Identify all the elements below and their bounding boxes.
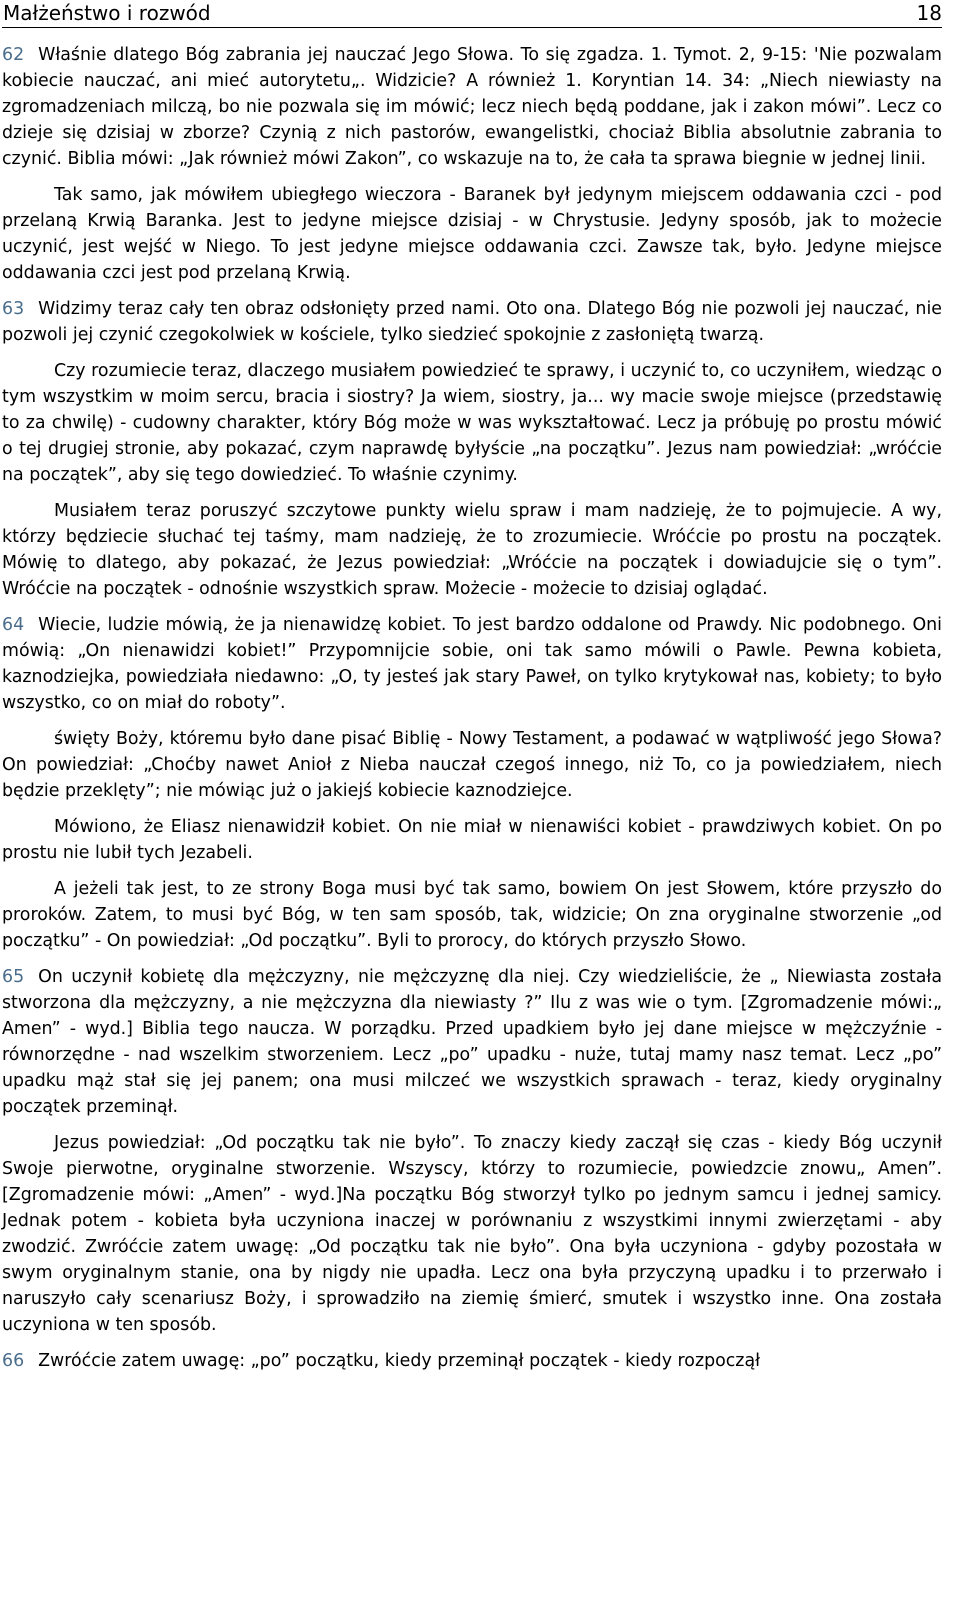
paragraph	[2, 498, 942, 602]
paragraph-text: Właśnie dlatego Bóg zabrania jej nauczać Jego Słowa. To się zgadza. 1. Tymot. 2, 9-15: 'Nie pozwalam kobiecie nauczać, ani mieć autorytetu„. Widzicie? A również 1. Koryntian 14. 34: „Niech niewiasty na zgromadzeniach milczą, bo nie pozwala się im mówić; lecz niech będą poddane, jak i zakon mówi”. Lecz co dzieje się dzisiaj w zborze? Czynią z nich pastorów, ewangelistki, chociaż Biblia absolutnie zabrania to czynić. Biblia mówi: „Jak również mówi Zakon”, co wskazuje na to, że cała ta sprawa biegnie w jednej linii.	[2, 45, 942, 169]
paragraph-text: Tak samo, jak mówiłem ubiegłego wieczora - Baranek był jedynym miejscem oddawania czci - pod przelaną Krwią Baranka. Jest to jedyne miejsce dzisiaj - w Chrystusie. Jedyny sposób, jak to możecie uczynić, jest wejść w Niego. To jest jedyne miejsce oddawania czci. Zawsze tak, było. Jedyne miejsce oddawania czci jest pod przelaną Krwią.	[2, 185, 942, 283]
page-header	[2, 0, 942, 28]
paragraph	[2, 964, 942, 1120]
paragraph-text: Widzimy teraz cały ten obraz odsłonięty przed nami. Oto ona. Dlatego Bóg nie pozwoli jej nauczać, nie pozwoli jej czynić czegokolwiek w kościele, tylko siedzieć spokojnie z zasłoniętą twarzą.	[2, 299, 942, 345]
paragraph-number: 65	[2, 967, 25, 987]
paragraph	[2, 296, 942, 348]
paragraph-number: 63	[2, 299, 25, 319]
paragraph	[2, 814, 942, 866]
paragraph-text: Zwróćcie zatem uwagę: „po” początku, kiedy przeminął początek - kiedy rozpoczął	[38, 1351, 761, 1371]
paragraph	[2, 182, 942, 286]
paragraph	[2, 1348, 942, 1374]
paragraph-text: święty Boży, któremu było dane pisać Biblię - Nowy Testament, a podawać w wątpliwość jego Słowa? On powiedział: „Choćby nawet Anioł z Nieba nauczał czegoś innego, niż To, co ja powiedziałem, niech będzie przeklęty”; nie mówiąc już o jakiejś kobiecie kaznodziejce.	[2, 729, 942, 801]
paragraph	[2, 612, 942, 716]
paragraph-number: 64	[2, 615, 25, 635]
paragraph-text: Wiecie, ludzie mówią, że ja nienawidzę kobiet. To jest bardzo oddalone od Prawdy. Nic podobnego. Oni mówią: „On nienawidzi kobiet!” Przypomnijcie sobie, oni tak samo mówili o Pawle. Pewna kobieta, kaznodziejka, powiedziała niedawno: „O, ty jesteś jak stary Paweł, on tylko krytykował nas, kobiety; to było wszystko, co on miał do roboty”.	[2, 615, 942, 713]
body-text	[2, 42, 942, 1374]
paragraph-text: Mówiono, że Eliasz nienawidził kobiet. On nie miał w nienawiści kobiet - prawdziwych kobiet. On po prostu nie lubił tych Jezabeli.	[2, 817, 942, 863]
paragraph	[2, 726, 942, 804]
paragraph-number: 66	[2, 1351, 25, 1371]
paragraph	[2, 42, 942, 172]
paragraph	[2, 1130, 942, 1338]
document-title: Małżeństwo i rozwód	[3, 1, 211, 25]
paragraph-number: 62	[2, 45, 25, 65]
page-number: 18	[916, 1, 942, 25]
paragraph	[2, 876, 942, 954]
paragraph-text: Jezus powiedział: „Od początku tak nie było”. To znaczy kiedy zaczął się czas - kiedy Bóg uczynił Swoje pierwotne, oryginalne stworzenie. Wszyscy, którzy to rozumiecie, powiedzcie znowu„ Amen”. [Zgromadzenie mówi: „Amen” - wyd.]Na początku Bóg stworzył tylko po jednym samcu i jednej samicy. Jednak potem - kobieta była uczyniona inaczej w porównaniu z wszystkimi innymi zwierzętami - aby zwodzić. Zwróćcie zatem uwagę: „Od początku tak nie było”. Ona była uczyniona - gdyby pozostała w swym oryginalnym stanie, ona by nigdy nie upadła. Lecz ona była przyczyną upadku i to przerwało i naruszyło cały scenariusz Boży, i sprowadziło na ziemię śmierć, smutek i wszystko inne. Ona została uczyniona w ten sposób.	[2, 1133, 942, 1335]
paragraph-text: Musiałem teraz poruszyć szczytowe punkty wielu spraw i mam nadzieję, że to pojmujecie. A wy, którzy będziecie słuchać tej taśmy, mam nadzieję, że to zrozumiecie. Wróćcie po prostu na początek. Mówię to dlatego, aby pokazać, że Jezus powiedział: „Wróćcie na początek i dowiadujcie się o tym”. Wróćcie na początek - odnośnie wszystkich spraw. Możecie - możecie to dzisiaj oglądać.	[2, 501, 942, 599]
paragraph-text: On uczynił kobietę dla mężczyzny, nie mężczyznę dla niej. Czy wiedzieliście, że „ Niewiasta została stworzona dla mężczyzny, a nie mężczyzna dla niewiasty ?” Ilu z was wie o tym. [Zgromadzenie mówi:„ Amen” - wyd.] Biblia tego naucza. W porządku. Przed upadkiem było jej dane miejsce w mężczyźnie - równorzędne - nad wszelkim stworzeniem. Lecz „po” upadku - nuże, tutaj mamy nasz temat. Lecz „po” upadku mąż stał się jej panem; ona musi milczeć we wszystkich sprawach - teraz, kiedy oryginalny początek przeminął.	[2, 967, 942, 1117]
paragraph-text: A jeżeli tak jest, to ze strony Boga musi być tak samo, bowiem On jest Słowem, które przyszło do proroków. Zatem, to musi być Bóg, w ten sam sposób, tak, widzicie; On zna oryginalne stworzenie „od początku” - On powiedział: „Od początku”. Byli to prorocy, do których przyszło Słowo.	[2, 879, 942, 951]
paragraph-text: Czy rozumiecie teraz, dlaczego musiałem powiedzieć te sprawy, i uczynić to, co uczyniłem, wiedząc o tym wszystkim w moim sercu, bracia i siostry? Ja wiem, siostry, ja... wy macie swoje miejsce (przedstawię to za chwilę) - cudowny charakter, który Bóg może w was wykształtować. Lecz ja próbuję po prostu mówić o tej drugiej stronie, aby pokazać, czym naprawdę byłyście „na początku”. Jezus nam powiedział: „wróćcie na początek”, aby się tego dowiedzieć. To właśnie czynimy.	[2, 361, 942, 485]
paragraph	[2, 358, 942, 488]
